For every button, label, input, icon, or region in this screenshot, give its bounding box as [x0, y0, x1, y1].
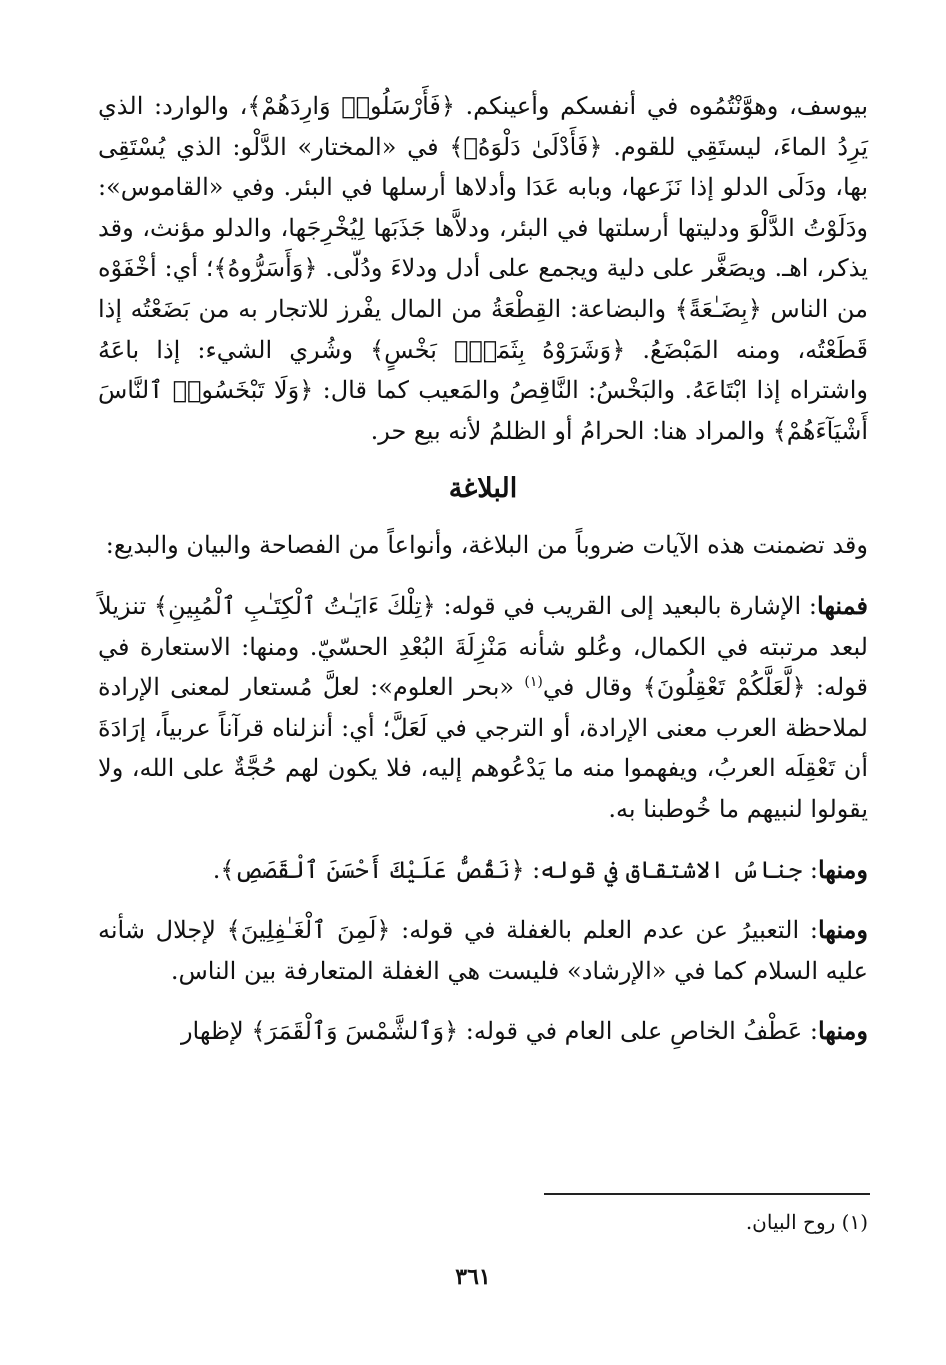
footnote-reference: (١) — [524, 674, 543, 691]
item-lead: ومنها — [817, 854, 868, 884]
item-text: : الإشارة بالبعيد إلى القريب في قوله: ﴿تِلْكَ ءَايَـٰتُ ٱلْكِتَـٰبِ ٱلْمُبِينِ﴾ تنزيلاً لبعد مرتبته في الكمال، وعُلو شأنه مَنْزِلَةَ البُعْدِ الحسّيّ. ومنها: الاستعارة في قوله: ﴿لَّعَلَّكُمْ تَعْقِلُونَ﴾ وقال في — [98, 591, 868, 702]
paragraph-item-3 — [98, 910, 868, 991]
paragraph-item-2 — [98, 850, 868, 891]
item-text: : عَطْفُ الخاصِ على العام في قوله: ﴿وَٱلشَّمْسَ وَٱلْقَمَرَ﴾ لإظهار — [180, 1017, 818, 1046]
page-body — [98, 86, 868, 1052]
item-lead: فمنها — [817, 590, 868, 620]
footnote: (١) روح البيان. — [745, 1210, 868, 1234]
page-number: ٣٦١ — [455, 1264, 491, 1290]
paragraph-intro: وقد تضمنت هذه الآيات ضروباً من البلاغة، وأنواعاً من الفصاحة والبيان والبديع: — [105, 531, 868, 560]
paragraph-item-1 — [98, 586, 868, 830]
paragraph-item-4 — [98, 1011, 868, 1052]
footnote-divider — [544, 1193, 870, 1195]
section-heading: البلاغة — [448, 473, 518, 505]
item-lead: ومنها — [817, 1016, 868, 1046]
paragraph-vocabulary: بيوسف، وهوَّنْتُمُوه في أنفسكم وأعينكم. ﴿فَأَرْسَلُوا۟ وَارِدَهُمْ﴾، والوارد: الذي يَرِدُ الماءَ، ليستَقِي للقوم. ﴿فَأَدْلَىٰ دَلْوَهُۥ﴾ في «المختار» الدَّلْو: الذي يُسْتَقِى بها، ودَلَى الدلو إذا نَزَعها، وبابه عَدَا وأدلاها أرسلها في البئر. وفي «القاموس»: ودَلَوْتُ الدَّلْوَ ودليتها أرسلتها في البئر، ودلاَّها جَذَبَها لِيُخْرِجَها، والدلو مؤنث، وقد يذكر، اهـ. ويصَغَّر على دلية ويجمع على أدل ودلاءَ ودُلّى. ﴿وَأَسَرُّوهُ﴾؛ أي: أخْفَوْه من الناس ﴿بِضَـٰعَةً﴾ والبضاعة: القِطْعَةُ من المال يفْرز للاتجار به من بَضَعْتُه إذا قَطَعْتُه، ومنه المَبْضَعُ. ﴿وَشَرَوْهُ بِثَمَنٍۭ بَخْسٍ﴾ وشُري الشيء: إذا باعَهُ واشتراه إذا ابْتَاعَهُ. والبَخْسُ: النَّاقِصُ والمَعيب كما قال: ﴿وَلَا تَبْخَسُوا۟ ٱلنَّاسَ أَشْيَآءَهُمْ﴾ والمراد هنا: الحرامُ أو الظلمُ لأنه بيع حر. — [98, 92, 868, 445]
item-text: : التعبيرُ عن عدم العلم بالغفلة في قوله: ﴿لَمِنَ ٱلْغَـٰفِلِينَ﴾ لإجلال شأنه عليه السلام كما في «الإرشاد» فليست هي الغفلة المتعارفة بين الناس. — [98, 916, 868, 985]
item-lead: ومنها — [817, 915, 868, 945]
item-text: : جناسُ الاشتقاق في قوله: ﴿نَقُصُّ عَلَيْكَ أَحْسَنَ ٱلْقَصَصِ﴾. — [212, 855, 818, 884]
item-text-continued: «بحر العلوم»: لعلَّ مُستعار لمعنى الإرادة لملاحظة العرب معنى الإرادة، أو الترجي في لَعَلَّ؛ أي: أنزلناه قرآناً عربياً، إرَادَةَ أن تَعْقِلَه العربُ، ويفهموا منه ما يَدْعُوهم إليه، فلا يكون لهم حُجَّةٌ على الله، ولا يقولوا لنبيهم ما خُوطبنا به. — [98, 673, 868, 823]
